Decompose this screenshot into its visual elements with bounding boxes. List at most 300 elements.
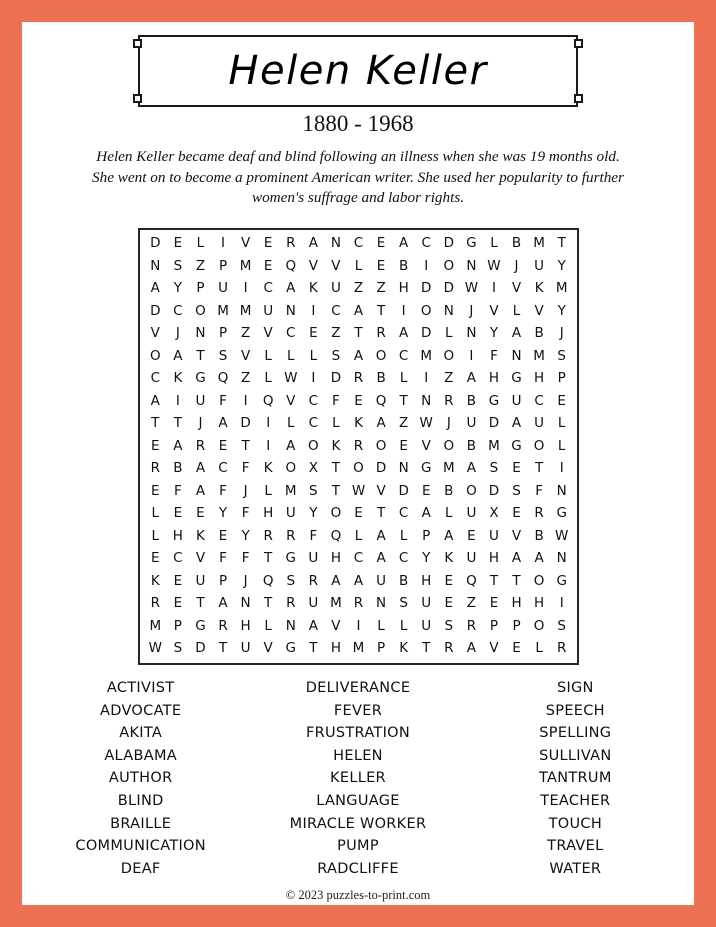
- grid-cell[interactable]: P: [489, 617, 499, 634]
- grid-cell[interactable]: N: [511, 347, 522, 364]
- grid-cell[interactable]: B: [444, 482, 454, 499]
- grid-cell[interactable]: G: [466, 235, 477, 252]
- grid-cell[interactable]: E: [376, 257, 386, 274]
- grid-cell[interactable]: T: [422, 640, 431, 656]
- grid-cell[interactable]: A: [308, 235, 318, 252]
- grid-cell[interactable]: N: [421, 392, 432, 409]
- grid-cell[interactable]: L: [557, 415, 566, 432]
- grid-cell[interactable]: E: [218, 437, 228, 454]
- grid-cell[interactable]: V: [263, 640, 273, 656]
- grid-cell[interactable]: R: [286, 235, 296, 252]
- grid-cell[interactable]: E: [512, 640, 521, 656]
- grid-cell[interactable]: R: [444, 392, 454, 409]
- grid-cell[interactable]: R: [195, 437, 206, 454]
- grid-cell[interactable]: L: [264, 370, 272, 387]
- grid-cell[interactable]: D: [150, 235, 161, 252]
- grid-cell[interactable]: F: [219, 482, 227, 499]
- grid-cell[interactable]: A: [444, 527, 454, 544]
- grid-cell[interactable]: S: [173, 257, 183, 274]
- grid-cell[interactable]: T: [512, 572, 521, 589]
- grid-cell[interactable]: P: [557, 370, 566, 387]
- grid-cell[interactable]: N: [556, 482, 567, 499]
- word-list-item[interactable]: WATER: [549, 860, 602, 877]
- grid-cell[interactable]: K: [173, 370, 183, 387]
- grid-cell[interactable]: A: [286, 437, 296, 454]
- grid-cell[interactable]: P: [218, 572, 228, 589]
- grid-cell[interactable]: F: [490, 347, 498, 364]
- grid-cell[interactable]: U: [285, 505, 296, 522]
- grid-cell[interactable]: B: [511, 235, 522, 252]
- grid-cell[interactable]: W: [464, 280, 479, 297]
- grid-cell[interactable]: J: [446, 415, 451, 432]
- grid-cell[interactable]: A: [466, 370, 476, 387]
- grid-cell[interactable]: L: [490, 235, 498, 252]
- grid-cell[interactable]: I: [243, 392, 248, 409]
- grid-cell[interactable]: M: [442, 460, 455, 477]
- grid-cell[interactable]: B: [399, 257, 409, 274]
- grid-cell[interactable]: S: [173, 640, 183, 656]
- grid-cell[interactable]: C: [308, 415, 319, 432]
- grid-cell[interactable]: B: [466, 392, 477, 409]
- grid-cell[interactable]: V: [195, 550, 206, 567]
- grid-cell[interactable]: E: [421, 482, 431, 499]
- grid-cell[interactable]: I: [559, 595, 564, 612]
- grid-cell[interactable]: M: [330, 595, 342, 612]
- grid-cell[interactable]: U: [511, 392, 522, 409]
- grid-cell[interactable]: Q: [466, 572, 477, 589]
- grid-cell[interactable]: D: [443, 280, 454, 297]
- grid-cell[interactable]: D: [398, 482, 409, 499]
- grid-cell[interactable]: Z: [376, 280, 386, 297]
- grid-cell[interactable]: T: [196, 595, 205, 612]
- grid-cell[interactable]: W: [487, 257, 501, 274]
- grid-cell[interactable]: H: [263, 505, 274, 522]
- grid-cell[interactable]: O: [375, 437, 387, 454]
- grid-cell[interactable]: T: [489, 572, 499, 589]
- grid-cell[interactable]: O: [285, 460, 297, 477]
- grid-cell[interactable]: E: [444, 595, 454, 612]
- grid-cell[interactable]: V: [511, 280, 522, 297]
- grid-cell[interactable]: S: [218, 347, 228, 364]
- grid-cell[interactable]: A: [308, 617, 318, 634]
- grid-cell[interactable]: R: [150, 460, 160, 477]
- grid-cell[interactable]: U: [195, 572, 206, 589]
- grid-cell[interactable]: A: [195, 482, 206, 499]
- grid-cell[interactable]: Y: [489, 325, 499, 342]
- grid-cell[interactable]: V: [240, 347, 251, 364]
- grid-cell[interactable]: M: [420, 347, 433, 364]
- grid-cell[interactable]: D: [443, 235, 454, 252]
- grid-cell[interactable]: D: [195, 640, 206, 656]
- grid-cell[interactable]: L: [196, 235, 205, 252]
- word-list-item[interactable]: ADVOCATE: [100, 702, 182, 719]
- grid-cell[interactable]: K: [399, 640, 409, 656]
- word-list-item[interactable]: ALABAMA: [104, 747, 177, 764]
- grid-cell[interactable]: O: [533, 437, 545, 454]
- grid-cell[interactable]: S: [489, 460, 499, 477]
- grid-cell[interactable]: V: [331, 257, 341, 274]
- grid-cell[interactable]: H: [534, 595, 545, 612]
- grid-cell[interactable]: P: [218, 325, 228, 342]
- grid-cell[interactable]: C: [421, 235, 431, 252]
- grid-cell[interactable]: T: [196, 347, 205, 364]
- grid-cell[interactable]: L: [445, 325, 453, 342]
- grid-cell[interactable]: K: [196, 527, 205, 544]
- grid-cell[interactable]: N: [398, 460, 409, 477]
- word-list-item[interactable]: MIRACLE WORKER: [289, 815, 427, 832]
- grid-cell[interactable]: S: [286, 572, 296, 589]
- grid-cell[interactable]: R: [286, 595, 296, 612]
- grid-cell[interactable]: C: [308, 392, 319, 409]
- grid-cell[interactable]: L: [399, 527, 408, 544]
- grid-cell[interactable]: S: [309, 482, 318, 499]
- word-list-item[interactable]: RADCLIFFE: [317, 860, 399, 877]
- grid-cell[interactable]: T: [376, 302, 386, 319]
- grid-cell[interactable]: K: [331, 437, 341, 454]
- grid-cell[interactable]: Z: [466, 595, 476, 612]
- grid-cell[interactable]: D: [488, 415, 500, 432]
- word-list-item[interactable]: FEVER: [333, 702, 383, 719]
- grid-cell[interactable]: R: [308, 572, 319, 589]
- grid-cell[interactable]: K: [444, 550, 454, 567]
- grid-cell[interactable]: E: [263, 235, 273, 252]
- grid-cell[interactable]: N: [466, 257, 477, 274]
- grid-cell[interactable]: G: [556, 572, 567, 589]
- grid-cell[interactable]: J: [469, 302, 474, 319]
- word-list-item[interactable]: AUTHOR: [108, 770, 173, 787]
- grid-cell[interactable]: U: [195, 392, 206, 409]
- grid-cell[interactable]: V: [240, 235, 251, 252]
- grid-cell[interactable]: W: [555, 527, 569, 544]
- grid-cell[interactable]: B: [173, 460, 183, 477]
- grid-cell[interactable]: A: [286, 280, 296, 297]
- grid-cell[interactable]: I: [221, 235, 226, 252]
- word-list-item[interactable]: ACTIVIST: [106, 680, 175, 696]
- grid-cell[interactable]: G: [195, 370, 206, 387]
- grid-cell[interactable]: T: [264, 550, 273, 567]
- grid-cell[interactable]: T: [218, 640, 228, 656]
- grid-cell[interactable]: K: [263, 460, 273, 477]
- grid-cell[interactable]: H: [488, 370, 500, 387]
- grid-cell[interactable]: G: [511, 370, 522, 387]
- grid-cell[interactable]: M: [284, 482, 297, 499]
- grid-cell[interactable]: A: [376, 550, 386, 567]
- grid-cell[interactable]: Y: [309, 505, 318, 522]
- grid-cell[interactable]: L: [512, 302, 521, 319]
- grid-cell[interactable]: P: [173, 617, 182, 634]
- grid-cell[interactable]: E: [173, 572, 183, 589]
- grid-cell[interactable]: U: [218, 280, 228, 297]
- word-list-item[interactable]: DEAF: [120, 860, 161, 877]
- grid-cell[interactable]: Y: [557, 302, 566, 319]
- grid-cell[interactable]: M: [533, 347, 545, 364]
- grid-cell[interactable]: E: [173, 235, 183, 252]
- grid-cell[interactable]: X: [489, 505, 499, 522]
- grid-cell[interactable]: C: [398, 550, 409, 567]
- word-list-item[interactable]: TEACHER: [540, 792, 611, 809]
- grid-cell[interactable]: M: [149, 617, 162, 634]
- grid-cell[interactable]: E: [173, 595, 183, 612]
- grid-cell[interactable]: D: [150, 302, 161, 319]
- grid-cell[interactable]: Y: [422, 550, 431, 567]
- grid-cell[interactable]: T: [557, 235, 566, 252]
- grid-cell[interactable]: R: [353, 437, 364, 454]
- grid-cell[interactable]: O: [330, 505, 342, 522]
- grid-cell[interactable]: D: [488, 482, 500, 499]
- word-list-item[interactable]: SPEECH: [545, 702, 605, 719]
- grid-cell[interactable]: M: [217, 302, 229, 319]
- grid-cell[interactable]: E: [354, 392, 363, 409]
- grid-cell[interactable]: M: [555, 280, 568, 297]
- word-list-item[interactable]: TRAVEL: [547, 838, 604, 855]
- grid-cell[interactable]: L: [264, 482, 272, 499]
- grid-cell[interactable]: R: [376, 325, 386, 342]
- grid-cell[interactable]: V: [534, 302, 544, 319]
- grid-cell[interactable]: U: [330, 280, 341, 297]
- grid-cell[interactable]: S: [331, 347, 341, 364]
- grid-cell[interactable]: T: [376, 505, 386, 522]
- word-list-item[interactable]: COMMUNICATION: [75, 838, 206, 855]
- grid-cell[interactable]: A: [353, 347, 364, 364]
- grid-cell[interactable]: R: [534, 505, 544, 522]
- grid-cell[interactable]: O: [195, 302, 206, 319]
- grid-cell[interactable]: N: [150, 257, 161, 274]
- grid-cell[interactable]: S: [557, 347, 566, 364]
- word-list-item[interactable]: SULLIVAN: [539, 747, 612, 764]
- word-list-item[interactable]: BRAILLE: [110, 815, 172, 832]
- grid-cell[interactable]: O: [466, 482, 477, 499]
- grid-cell[interactable]: V: [511, 527, 522, 544]
- grid-cell[interactable]: W: [148, 640, 162, 656]
- grid-cell[interactable]: O: [420, 302, 432, 319]
- grid-cell[interactable]: A: [195, 460, 206, 477]
- grid-cell[interactable]: K: [534, 280, 544, 297]
- grid-cell[interactable]: I: [559, 460, 564, 477]
- grid-cell[interactable]: U: [421, 617, 432, 634]
- grid-cell[interactable]: Q: [285, 257, 297, 274]
- grid-cell[interactable]: P: [512, 617, 521, 634]
- grid-cell[interactable]: X: [308, 460, 318, 477]
- word-list-item[interactable]: KELLER: [330, 770, 386, 787]
- grid-cell[interactable]: N: [285, 617, 296, 634]
- grid-cell[interactable]: L: [399, 617, 408, 634]
- grid-cell[interactable]: W: [419, 415, 433, 432]
- grid-cell[interactable]: A: [173, 347, 183, 364]
- grid-cell[interactable]: Y: [241, 527, 250, 544]
- grid-cell[interactable]: E: [196, 505, 205, 522]
- grid-cell[interactable]: W: [351, 482, 366, 499]
- grid-cell[interactable]: A: [218, 595, 228, 612]
- grid-cell[interactable]: L: [309, 347, 318, 364]
- grid-cell[interactable]: G: [195, 617, 206, 634]
- grid-cell[interactable]: R: [444, 640, 454, 656]
- grid-cell[interactable]: B: [466, 437, 477, 454]
- grid-cell[interactable]: C: [150, 370, 160, 387]
- grid-cell[interactable]: N: [556, 550, 567, 567]
- grid-cell[interactable]: A: [466, 640, 476, 656]
- word-list-item[interactable]: LANGUAGE: [316, 792, 400, 809]
- grid-cell[interactable]: G: [556, 505, 567, 522]
- grid-cell[interactable]: A: [511, 415, 522, 432]
- grid-cell[interactable]: U: [263, 302, 274, 319]
- grid-cell[interactable]: C: [173, 550, 183, 567]
- grid-cell[interactable]: Z: [331, 325, 341, 342]
- grid-cell[interactable]: J: [198, 415, 203, 432]
- word-list-item[interactable]: DELIVERANCE: [305, 680, 411, 696]
- grid-cell[interactable]: L: [286, 415, 295, 432]
- word-list-item[interactable]: PUMP: [337, 838, 379, 855]
- grid-cell[interactable]: L: [445, 505, 453, 522]
- grid-cell[interactable]: L: [332, 415, 340, 432]
- grid-cell[interactable]: C: [398, 347, 409, 364]
- grid-cell[interactable]: R: [263, 527, 273, 544]
- grid-cell[interactable]: B: [399, 572, 409, 589]
- grid-cell[interactable]: T: [264, 595, 273, 612]
- grid-cell[interactable]: A: [218, 415, 228, 432]
- grid-cell[interactable]: H: [421, 572, 432, 589]
- grid-cell[interactable]: A: [466, 460, 476, 477]
- grid-cell[interactable]: K: [308, 280, 318, 297]
- grid-cell[interactable]: N: [285, 302, 296, 319]
- grid-cell[interactable]: U: [466, 415, 477, 432]
- grid-cell[interactable]: T: [331, 460, 341, 477]
- grid-cell[interactable]: N: [443, 302, 454, 319]
- grid-cell[interactable]: P: [376, 640, 386, 656]
- grid-cell[interactable]: H: [172, 527, 183, 544]
- grid-cell[interactable]: V: [421, 437, 431, 454]
- word-list-item[interactable]: HELEN: [333, 747, 383, 764]
- grid-cell[interactable]: Y: [218, 505, 228, 522]
- grid-cell[interactable]: P: [196, 280, 205, 297]
- word-list-item[interactable]: AKITA: [119, 725, 163, 742]
- grid-cell[interactable]: P: [422, 527, 431, 544]
- grid-cell[interactable]: E: [263, 257, 273, 274]
- grid-cell[interactable]: G: [511, 437, 522, 454]
- grid-cell[interactable]: A: [421, 505, 431, 522]
- grid-cell[interactable]: K: [150, 572, 160, 589]
- grid-cell[interactable]: L: [535, 640, 543, 656]
- grid-cell[interactable]: A: [331, 572, 341, 589]
- grid-cell[interactable]: S: [512, 482, 521, 499]
- grid-cell[interactable]: Y: [557, 257, 566, 274]
- grid-cell[interactable]: E: [512, 505, 521, 522]
- grid-cell[interactable]: J: [514, 257, 519, 274]
- grid-cell[interactable]: O: [353, 460, 364, 477]
- grid-cell[interactable]: I: [311, 302, 316, 319]
- grid-cell[interactable]: I: [311, 370, 316, 387]
- grid-cell[interactable]: Q: [262, 392, 274, 409]
- grid-cell[interactable]: E: [489, 595, 499, 612]
- grid-cell[interactable]: D: [421, 280, 432, 297]
- grid-cell[interactable]: A: [173, 437, 183, 454]
- grid-cell[interactable]: U: [466, 550, 477, 567]
- grid-cell[interactable]: E: [151, 550, 160, 567]
- grid-cell[interactable]: M: [533, 235, 545, 252]
- grid-cell[interactable]: A: [511, 325, 522, 342]
- grid-cell[interactable]: R: [466, 617, 477, 634]
- grid-cell[interactable]: O: [149, 347, 161, 364]
- grid-cell[interactable]: V: [263, 325, 273, 342]
- word-list-item[interactable]: SPELLING: [539, 725, 612, 742]
- grid-cell[interactable]: A: [150, 392, 160, 409]
- grid-cell[interactable]: L: [399, 370, 408, 387]
- grid-cell[interactable]: V: [286, 392, 296, 409]
- grid-cell[interactable]: I: [266, 415, 271, 432]
- grid-cell[interactable]: B: [376, 370, 386, 387]
- grid-cell[interactable]: Z: [195, 257, 206, 274]
- grid-cell[interactable]: H: [398, 280, 409, 297]
- grid-cell[interactable]: L: [377, 617, 385, 634]
- grid-cell[interactable]: E: [399, 437, 408, 454]
- grid-cell[interactable]: O: [533, 572, 545, 589]
- grid-cell[interactable]: C: [398, 505, 409, 522]
- grid-cell[interactable]: E: [557, 392, 566, 409]
- grid-cell[interactable]: G: [420, 460, 432, 477]
- grid-cell[interactable]: F: [241, 505, 250, 522]
- grid-cell[interactable]: M: [239, 302, 252, 319]
- grid-cell[interactable]: F: [219, 550, 227, 567]
- grid-cell[interactable]: A: [376, 415, 386, 432]
- grid-cell[interactable]: Q: [375, 392, 387, 409]
- grid-cell[interactable]: C: [263, 280, 273, 297]
- grid-cell[interactable]: R: [353, 370, 364, 387]
- grid-cell[interactable]: T: [534, 460, 544, 477]
- grid-cell[interactable]: E: [151, 482, 160, 499]
- grid-cell[interactable]: O: [308, 437, 319, 454]
- grid-cell[interactable]: E: [376, 235, 386, 252]
- grid-cell[interactable]: U: [240, 640, 251, 656]
- grid-cell[interactable]: M: [239, 257, 252, 274]
- grid-cell[interactable]: J: [243, 572, 248, 589]
- grid-cell[interactable]: V: [150, 325, 160, 342]
- grid-cell[interactable]: Q: [217, 370, 229, 387]
- grid-cell[interactable]: L: [354, 527, 363, 544]
- grid-cell[interactable]: Q: [330, 527, 342, 544]
- grid-cell[interactable]: F: [332, 392, 340, 409]
- grid-cell[interactable]: C: [331, 302, 341, 319]
- grid-cell[interactable]: N: [195, 325, 206, 342]
- grid-cell[interactable]: G: [285, 640, 296, 656]
- grid-cell[interactable]: D: [375, 460, 387, 477]
- grid-cell[interactable]: C: [534, 392, 544, 409]
- grid-cell[interactable]: G: [488, 392, 500, 409]
- grid-cell[interactable]: U: [489, 527, 499, 544]
- grid-cell[interactable]: U: [308, 550, 319, 567]
- grid-cell[interactable]: S: [399, 595, 408, 612]
- grid-cell[interactable]: M: [488, 437, 500, 454]
- grid-cell[interactable]: D: [330, 370, 342, 387]
- grid-cell[interactable]: C: [353, 550, 364, 567]
- grid-cell[interactable]: Z: [240, 325, 251, 342]
- grid-cell[interactable]: T: [241, 437, 250, 454]
- grid-cell[interactable]: R: [150, 595, 160, 612]
- word-list-item[interactable]: TOUCH: [548, 815, 603, 832]
- grid-cell[interactable]: I: [175, 392, 180, 409]
- grid-cell[interactable]: L: [557, 437, 566, 454]
- grid-cell[interactable]: F: [219, 392, 227, 409]
- grid-cell[interactable]: L: [264, 617, 272, 634]
- grid-cell[interactable]: V: [331, 617, 341, 634]
- grid-cell[interactable]: O: [375, 347, 387, 364]
- grid-cell[interactable]: Z: [240, 370, 251, 387]
- grid-cell[interactable]: U: [534, 415, 545, 432]
- grid-cell[interactable]: C: [173, 302, 183, 319]
- grid-cell[interactable]: J: [175, 325, 180, 342]
- grid-cell[interactable]: T: [331, 482, 341, 499]
- grid-cell[interactable]: B: [534, 527, 544, 544]
- grid-cell[interactable]: H: [511, 595, 522, 612]
- grid-cell[interactable]: E: [309, 325, 318, 342]
